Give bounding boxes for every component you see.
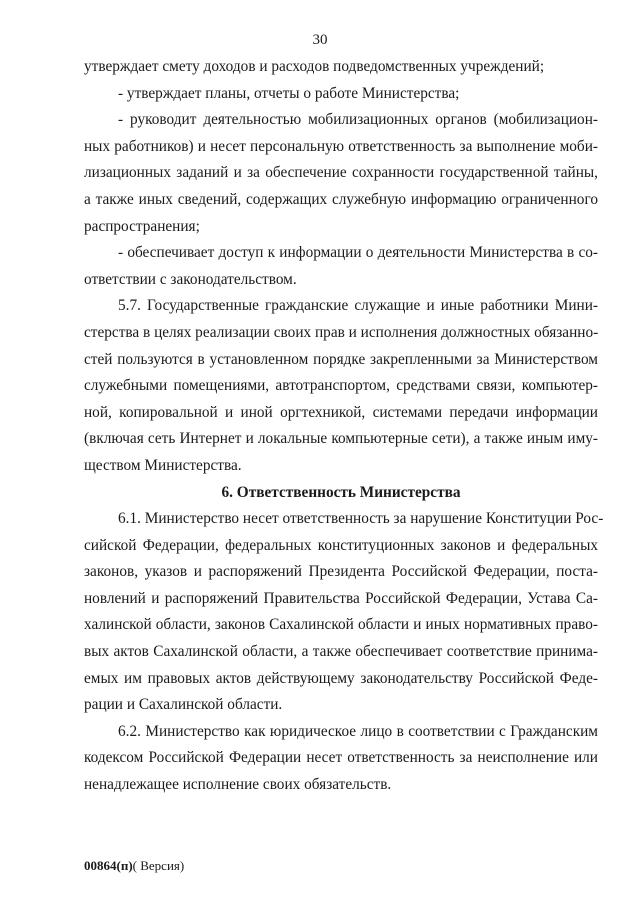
document-footer (84, 858, 184, 874)
page-number: 30 (312, 32, 328, 48)
text-line: а также иных сведений, содержащих служебную информацию ограниченного (84, 190, 598, 208)
text-line: вых актов Сахалинской области, а также обеспечивает соответствие принима- (84, 643, 598, 661)
section-heading: 6. Ответственность Министерства (221, 483, 461, 501)
document-code: 00864(п) (84, 858, 133, 873)
text-line: утверждает смету доходов и расходов подведомственных учреждений; (84, 58, 545, 75)
text-line: лизационных заданий и за обеспечение сохранности государственной тайны, (84, 164, 598, 182)
paragraph (84, 240, 598, 293)
text-line: ненадлежащее исполнение своих обязательств. (84, 776, 392, 794)
text-line: 6.2. Министерство как юридическое лицо в соответствии с Гражданским (118, 722, 598, 740)
text-line: емых им правовых актов действующему законодательству Российской Феде- (84, 669, 598, 687)
text-line: служебными помещениями, автотранспортом, средствами связи, компьютер- (84, 377, 598, 395)
text-line: 5.7. Государственные гражданские служащие и иные работники Мини- (118, 297, 598, 315)
text-line: законов, указов и распоряжений Президента Российской Федерации, поста- (84, 563, 598, 581)
text-line: ответствии с законодательством. (84, 270, 297, 288)
paragraph (84, 54, 598, 81)
text-line: сийской Федерации, федеральных конституционных законов и федеральных (84, 536, 598, 554)
document-body (84, 54, 604, 799)
text-line: - обеспечивает доступ к информации о деятельности Министерства в со- (118, 244, 598, 262)
text-line: рации и Сахалинской области. (84, 696, 283, 714)
text-line: стерства в целях реализации своих прав и исполнения должностных обязанно- (84, 323, 599, 341)
text-line: кодексом Российской Федерации несет ответственность за неисполнение или (84, 749, 598, 767)
text-line: ществом Министерства. (84, 456, 242, 474)
text-line: новлений и распоряжений Правительства Российской Федерации, Устава Са- (84, 589, 598, 607)
text-line: ной, копировальной и иной оргтехникой, системами передачи информации (84, 403, 598, 421)
paragraph (84, 107, 598, 240)
document-version: ( Версия) (132, 858, 185, 873)
text-line: стей пользуются в установленном порядке закрепленными за Министерством (84, 350, 598, 368)
paragraph (84, 293, 598, 479)
text-line: распространения; (84, 217, 200, 235)
paragraph (84, 506, 604, 719)
text-line: - руководит деятельностью мобилизационных органов (мобилизацион- (118, 111, 598, 129)
text-line: (включая сеть Интернет и локальные компьютерные сети), а также иным иму- (84, 430, 598, 448)
text-line: ных работников) и несет персональную ответственность за выполнение моби- (84, 137, 598, 155)
paragraph (84, 81, 598, 108)
text-line: - утверждает планы, отчеты о работе Министерства; (118, 84, 460, 102)
paragraph (84, 719, 598, 799)
text-line: халинской области, законов Сахалинской области и иных нормативных право- (84, 616, 598, 634)
text-line: 6.1. Министерство несет ответственность за нарушение Конституции Рос- (118, 510, 604, 528)
